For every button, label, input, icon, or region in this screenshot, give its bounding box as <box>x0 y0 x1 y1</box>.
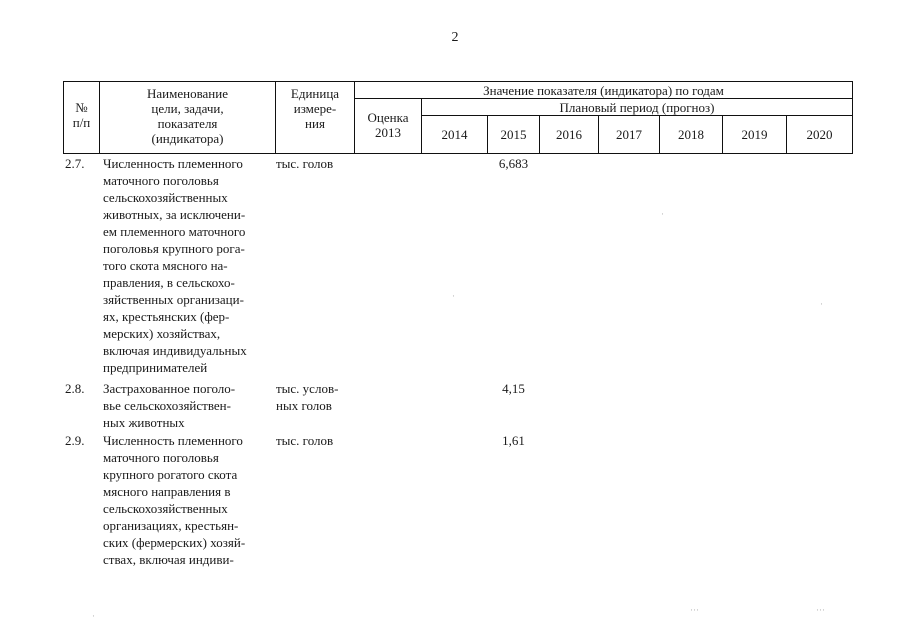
row-unit: тыс. голов <box>276 433 334 448</box>
scan-speck: ··· <box>690 605 699 615</box>
header-year-2020: 2020 <box>806 127 833 142</box>
row-number: 2.8. <box>65 381 85 396</box>
row-indicator-name: Численность племенного маточного поголовья крупного рогатого скота мясного направления в сельскохозяйственных организациях, крестьян- ских (фермерских) хозяй- ствах, включая индиви- <box>103 433 246 567</box>
row-value-2015: 6,683 <box>498 156 529 171</box>
header-col-unit: Единица измере- ния <box>290 86 340 131</box>
header-year-2015: 2015 <box>500 127 527 142</box>
header-year-2014: 2014 <box>441 127 468 142</box>
row-value-2015: 4,15 <box>502 381 525 396</box>
row-indicator-name: Застрахованное поголо- вье сельскохозяйствен- ных животных <box>103 381 236 430</box>
row-indicator-name: Численность племенного маточного поголовья сельскохозяйственных животных, за исключени- ем племенного маточного поголовья крупного рога- того скота мясного на- правления, в сельскохо- зяйственных организаци- ях, крестьянских (фер- мерских) хозяйствах, включая индивидуальных предпринимателей <box>103 156 247 375</box>
header-col-name: Наименование цели, задачи, показателя (индикатора) <box>147 86 228 146</box>
plan-divider <box>421 115 853 116</box>
header-year-2018: 2018 <box>678 127 704 142</box>
vline-right <box>852 81 853 154</box>
page-number: 2 <box>451 30 459 45</box>
row-unit: тыс. услов- ных голов <box>276 381 339 413</box>
table-border-header-bottom <box>63 153 853 154</box>
group-divider <box>354 98 853 99</box>
row-value-2015: 1,61 <box>502 433 525 448</box>
row-number: 2.7. <box>65 156 85 171</box>
header-estimate: Оценка 2013 <box>367 110 409 140</box>
header-group-title: Значение показателя (индикатора) по годам <box>483 83 724 98</box>
header-col-number: № п/п <box>72 100 91 130</box>
scan-speck: · <box>820 299 823 309</box>
header-year-2019: 2019 <box>741 127 768 142</box>
table-border-top <box>63 81 853 82</box>
scan-speck: ··· <box>816 605 825 615</box>
scan-speck: · <box>661 209 664 219</box>
row-unit: тыс. голов <box>276 156 334 171</box>
header-plan-title: Плановый период (прогноз) <box>559 100 715 115</box>
scan-speck: · <box>452 291 455 301</box>
header-year-2016: 2016 <box>556 127 582 142</box>
header-year-2017: 2017 <box>616 127 642 142</box>
row-number: 2.9. <box>65 433 85 448</box>
scan-speck: · <box>92 611 95 621</box>
